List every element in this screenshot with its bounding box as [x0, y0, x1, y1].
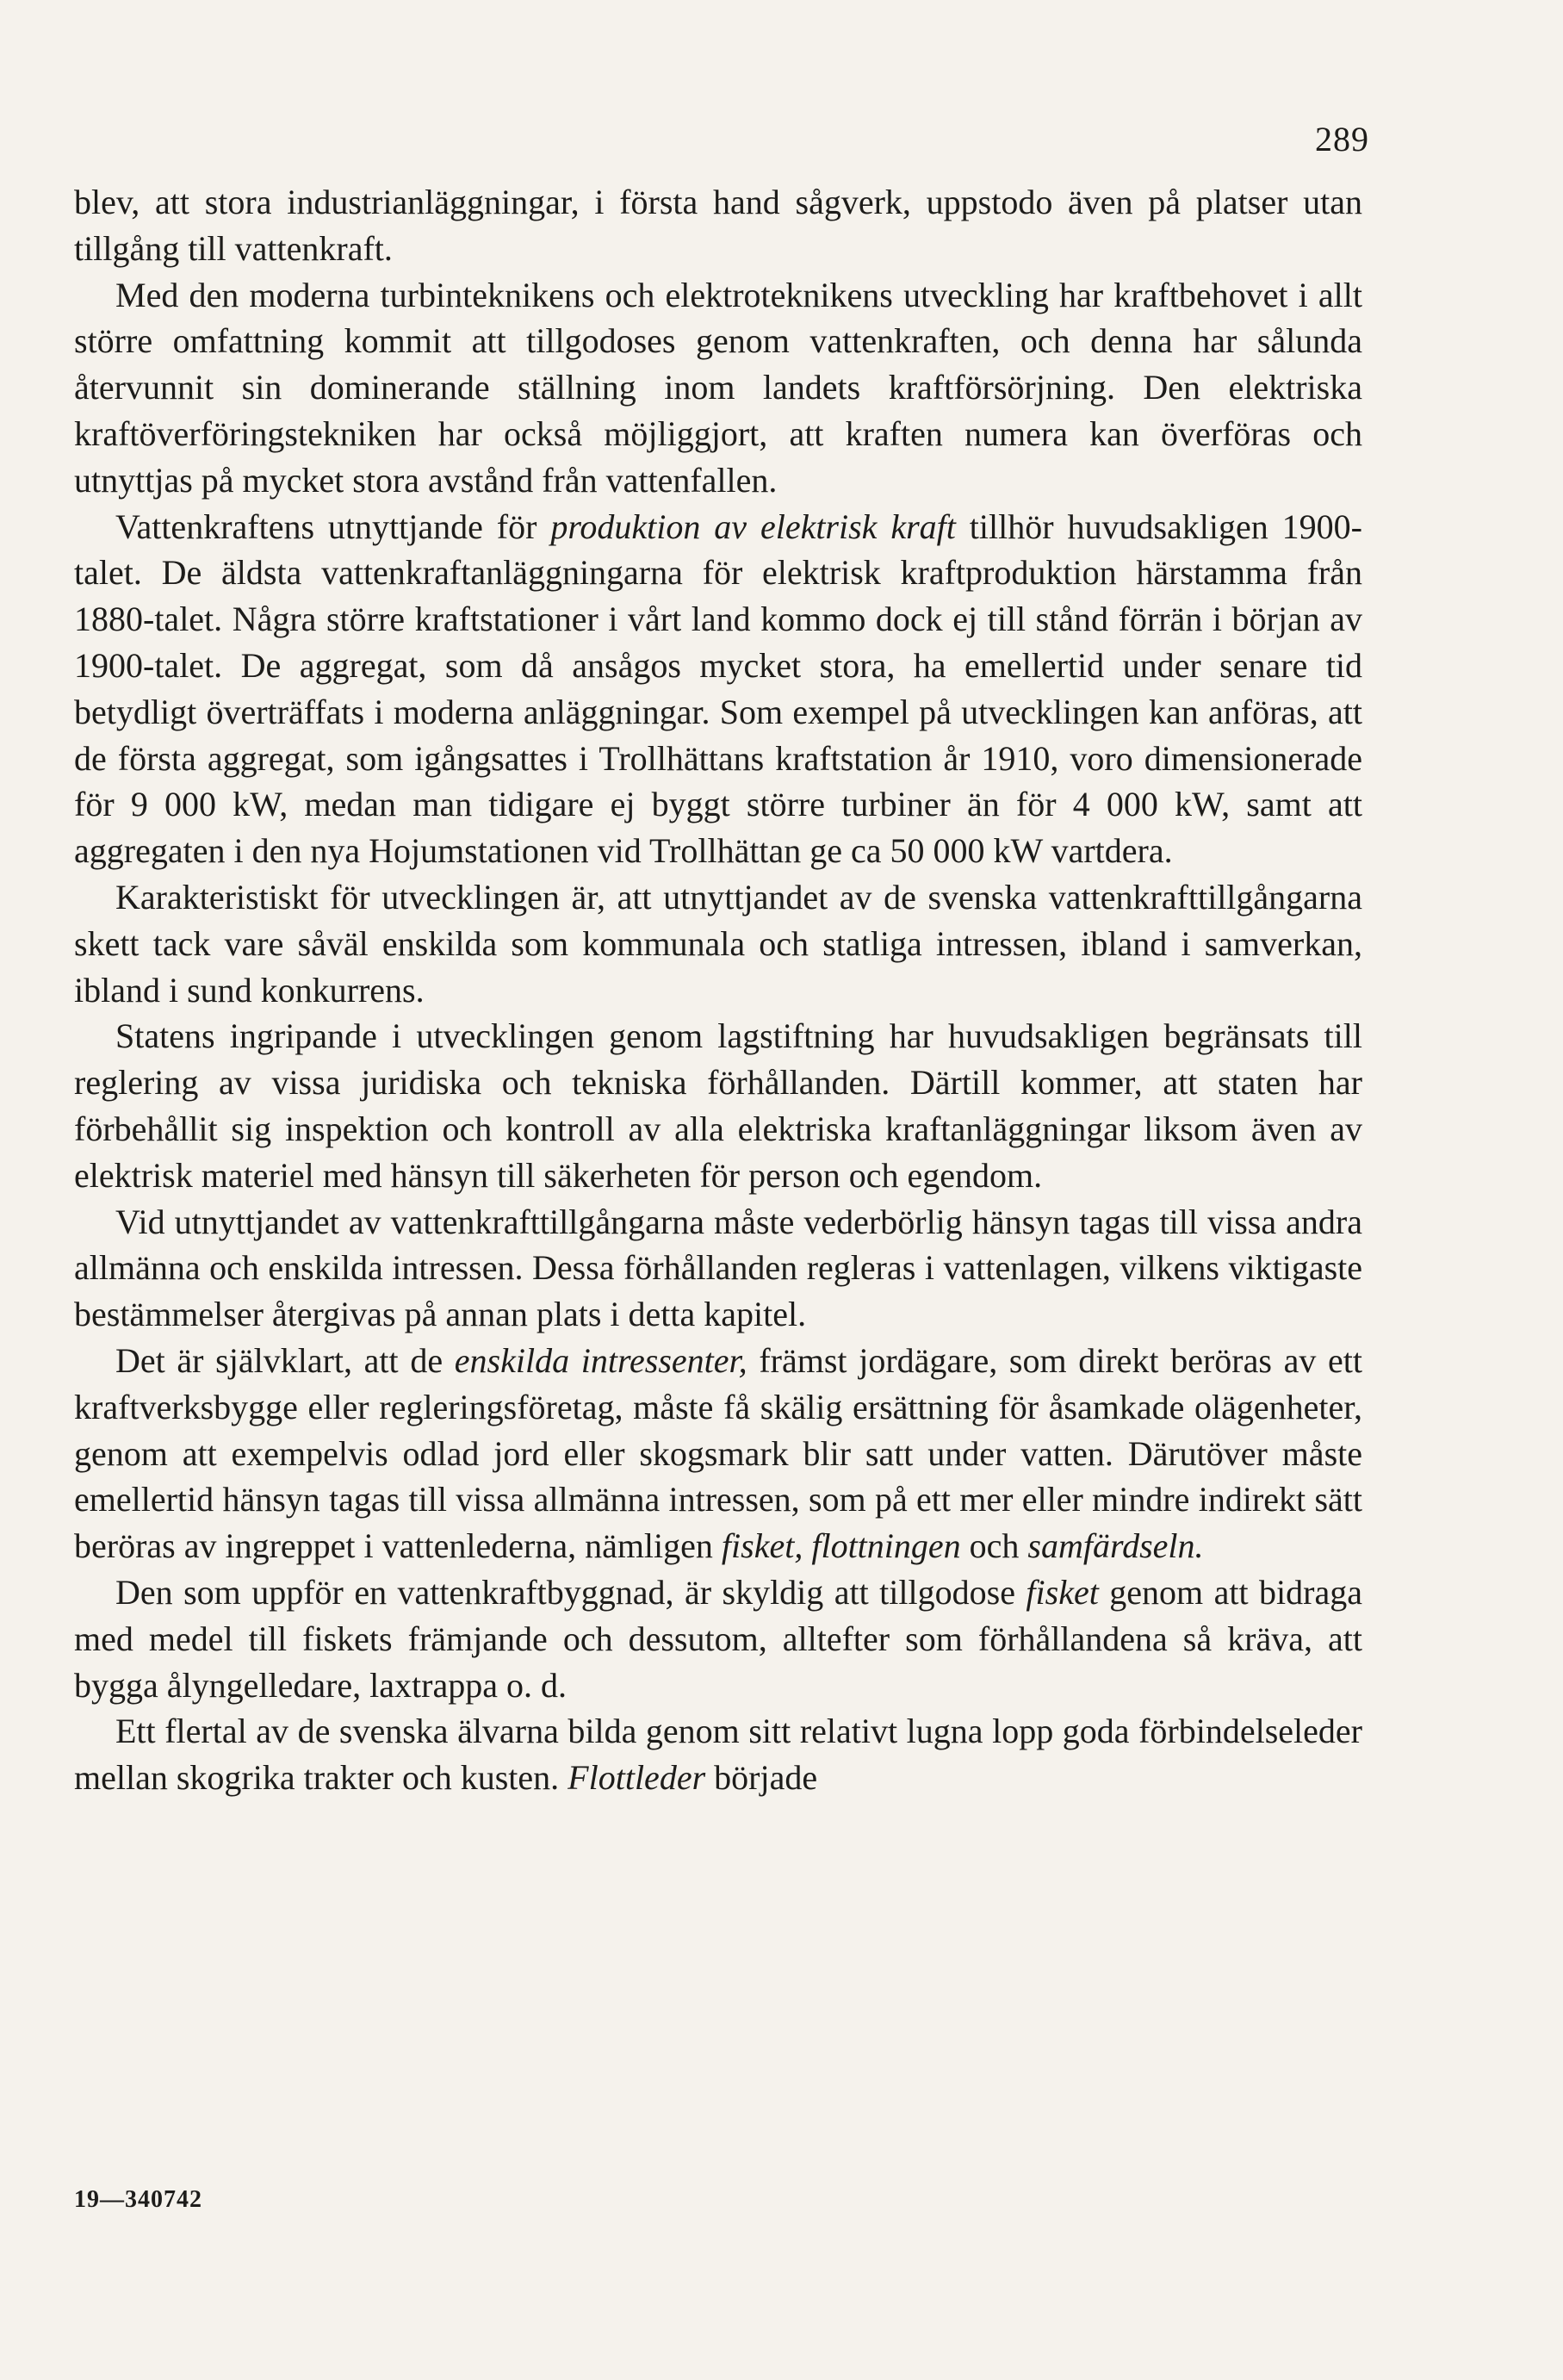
paragraph-text: främst jordägare, som direkt beröras av ett kraftverksbygge eller regleringsföretag, måste få skälig ersättning för åsamkade olägenheter, genom att exempelvis odlad jord eller skogsmark blir satt under vatten. Därutöver måste emellertid hänsyn tagas till vissa allmänna intressen, som på ett mer eller mindre indirekt sätt beröras av ingreppet i vattenlederna, nämligen: [74, 1340, 1362, 1566]
paragraph-text: Statens ingripande i utvecklingen genom lagstiftning har huvudsakligen begränsats till reglering av vissa juridiska och tekniska förhållanden. Därtill kommer, att staten har förbehållit sig inspektion och kontroll av alla elektriska kraftanläggningar liksom även av elektrisk materiel med hänsyn till säkerheten för person och egendom.: [74, 1016, 1362, 1195]
italic-term: samfärdseln.: [1027, 1526, 1204, 1566]
italic-term: produktion av elektrisk kraft: [550, 506, 956, 546]
paragraph-text: och: [960, 1526, 1028, 1566]
printer-signature: 19—340742: [74, 2186, 202, 2213]
paragraph-5: [74, 1013, 1362, 1198]
paragraph-8: [74, 1569, 1362, 1708]
italic-term: enskilda intressenter,: [454, 1340, 747, 1380]
paragraph-text: Vid utnyttjandet av vattenkrafttillgångarna måste vederbörlig hänsyn tagas till vissa andra allmänna och enskilda intressen. Dessa förhållanden regleras i vattenlagen, vilkens viktigaste bestämmelser återgivas på annan plats i detta kapitel.: [74, 1202, 1362, 1334]
paragraph-1: [74, 179, 1362, 272]
paragraph-9: [74, 1708, 1362, 1801]
body-text: [74, 179, 1362, 1801]
paragraph-text: Den som uppför en vattenkraftbyggnad, är skyldig att tillgodose: [115, 1572, 1026, 1612]
paragraph-4: [74, 874, 1362, 1013]
paragraph-text: Med den moderna turbinteknikens och elektroteknikens utveckling har kraftbehovet i allt större omfattning kommit att tillgodoses genom vattenkraften, och denna har sålunda återvunnit sin dominerande ställning inom landets kraftförsörjning. Den elektriska kraftöverföringstekniken har också möjliggjort, att kraften numera kan överföras och utnyttjas på mycket stora avstånd från vattenfallen.: [74, 275, 1362, 500]
paragraph-3: [74, 504, 1362, 874]
paragraph-text: Vattenkraftens utnyttjande för: [115, 506, 551, 546]
page-number: 289: [1315, 120, 1369, 158]
paragraph-text: Ett flertal av de svenska älvarna bilda genom sitt relativt lugna lopp goda förbindelseleder mellan skogrika trakter och kusten.: [74, 1712, 1362, 1798]
paragraph-text: började: [705, 1758, 818, 1798]
paragraph-text: blev, att stora industrianläggningar, i första hand sågverk, uppstodo även på platser utan tillgång till vattenkraft.: [74, 183, 1362, 268]
paragraph-6: [74, 1199, 1362, 1338]
paragraph-text: genom att bidraga med medel till fiskets främjande och dessutom, alltefter som förhållandena så kräva, att bygga ålyngelledare, laxtrappa o. d.: [74, 1572, 1362, 1705]
italic-term: fisket: [1026, 1572, 1099, 1612]
paragraph-text: tillhör huvudsakligen 1900-talet. De äldsta vattenkraftanläggningarna för elektrisk kraftproduktion härstamma från 1880-talet. Några större kraftstationer i vårt land kommo dock ej till stånd förrän i början av 1900-talet. De aggregat, som då ansågos mycket stora, ha emellertid under senare tid betydligt överträffats i moderna anläggningar. Som exempel på utvecklingen kan anföras, att de första aggregat, som igångsattes i Trollhättans kraftstation år 1910, voro dimensionerade för 9 000 kW, medan man tidigare ej byggt större turbiner än för 4 000 kW, samt att aggregaten i den nya Hojumstationen vid Trollhättan ge ca 50 000 kW vartdera.: [74, 506, 1362, 871]
italic-term: fisket, flottningen: [721, 1526, 961, 1566]
paragraph-text: Det är självklart, att de: [115, 1340, 455, 1380]
paragraph-7: [74, 1338, 1362, 1569]
paragraph-2: [74, 272, 1362, 504]
paragraph-text: Karakteristiskt för utvecklingen är, att utnyttjandet av de svenska vattenkrafttillgångarna skett tack vare såväl enskilda som kommunala och statliga intressen, ibland i samverkan, ibland i sund konkurrens.: [74, 877, 1362, 1010]
italic-term: Flottleder: [568, 1758, 706, 1798]
